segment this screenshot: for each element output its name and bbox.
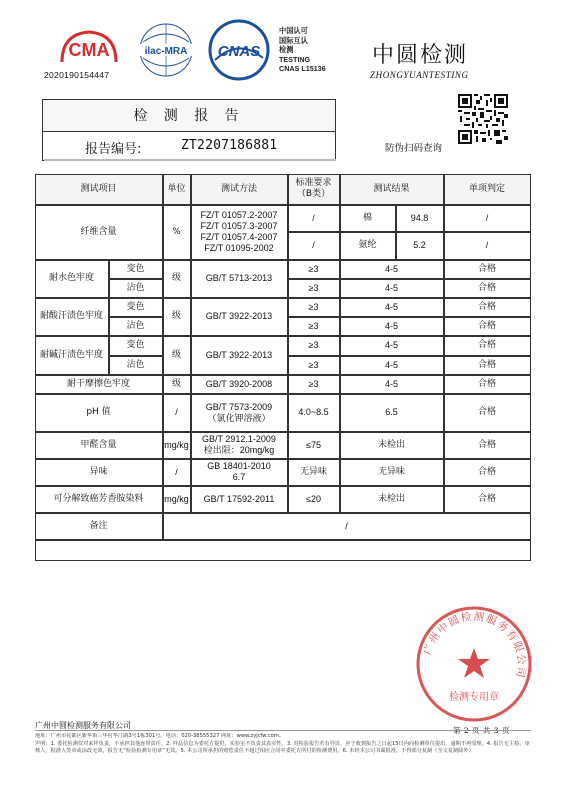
acid-result-1 <box>340 298 444 317</box>
fiber-method-text-1: FZ/T 01057.2-2007 <box>200 210 278 220</box>
water-result-1 <box>340 260 444 279</box>
ph-judgement <box>444 394 531 432</box>
dry-rubbing-result-text: 4-5 <box>384 378 398 389</box>
report-number-box <box>42 131 336 161</box>
fiber-1-value-text: 94.8 <box>410 212 429 223</box>
alkali-judgement-2 <box>444 356 531 375</box>
ph-result-text: 6.5 <box>385 407 398 417</box>
acid-judgement-1 <box>444 298 531 317</box>
dry-rubbing-label <box>35 375 163 394</box>
dry-rubbing-label-text: 耐干摩擦色牢度 <box>66 378 130 389</box>
water-result-2-text: 4-5 <box>384 282 398 293</box>
azo-dyes-unit <box>163 486 191 513</box>
svg-text:检测专用章: 检测专用章 <box>449 692 499 703</box>
odor-result-text: 无异味 <box>377 466 405 477</box>
formaldehyde-unit-text: mg/kg <box>164 439 189 450</box>
alkali-unit <box>163 336 191 375</box>
fiber-1-value <box>396 205 444 233</box>
azo-dyes-label <box>35 486 163 513</box>
cma-certificate-number: 2020190154447 <box>44 70 110 80</box>
company-name-en: ZHONGYUANTESTING <box>370 70 469 80</box>
odor-standard-text: 无异味 <box>299 466 327 477</box>
water-judgement-2-text: 合格 <box>477 282 496 293</box>
fiber-unit-text: % <box>172 226 181 237</box>
cnas-line-2: 国际互认 <box>279 35 308 45</box>
footer-notice: 声明：1. 委托检测仅对来样负责，不承担其他连带责任。2. 样品信息为委托方提供，实验室不负责其真实性。3. 对检验报告若有异议，应于收到报告之日起15日内向检测单位提出，逾期不再受理。4. 报告无主检、审核人、批准人签章或涂改无效，报告无“检验检测专用章”无效。5. 本公司所承担的赔偿责任不超过相应合同中委托方所付的检测费用。6. 未经本公司书面批准，不得部分复制（全文复制除外） <box>35 741 530 755</box>
header-unit <box>163 174 191 205</box>
acid-standard-2 <box>288 317 340 336</box>
ph-standard <box>288 394 340 432</box>
alkali-standard-1-text: ≥3 <box>308 340 319 350</box>
fiber-judgement-1-text: / <box>485 212 489 223</box>
dry-rubbing-standard <box>288 375 340 394</box>
acid-sub-2 <box>109 317 163 336</box>
water-judgement-2 <box>444 279 531 298</box>
alkali-judgement-1-text: 合格 <box>477 340 496 350</box>
fiber-standard-2 <box>288 232 340 260</box>
fiber-unit <box>163 205 191 260</box>
ph-label-text: pH 值 <box>86 407 111 417</box>
header-test-item-text: 测试项目 <box>80 183 117 194</box>
alkali-unit-text: 级 <box>171 349 181 360</box>
inspection-stamp <box>414 604 534 724</box>
formaldehyde-method-text-1: GB/T 2912.1-2009 <box>202 434 276 444</box>
svg-text:ilac-MRA: ilac-MRA <box>144 46 188 57</box>
cnas-logo <box>207 18 271 82</box>
odor-unit-text: / <box>175 466 178 477</box>
water-sub-2 <box>109 279 163 298</box>
acid-judgement-1-text: 合格 <box>477 301 496 312</box>
fiber-standard-1-text: / <box>312 212 315 223</box>
formaldehyde-result-text: 未检出 <box>377 439 405 450</box>
acid-result-2 <box>340 317 444 336</box>
dry-rubbing-result <box>340 375 444 394</box>
azo-dyes-label-text: 可分解致癌芳香胺染料 <box>53 493 144 504</box>
odor-judgement <box>444 459 531 486</box>
dry-rubbing-standard-text: ≥3 <box>308 378 319 389</box>
formaldehyde-standard <box>288 432 340 459</box>
odor-label <box>35 459 163 486</box>
footer-divider <box>35 730 531 731</box>
fiber-method-text-2: FZ/T 01057.3-2007 <box>200 221 278 231</box>
odor-label-text: 异味 <box>89 466 108 477</box>
ph-unit-text: / <box>175 407 178 417</box>
header-result-text: 测试结果 <box>373 183 410 194</box>
water-result-1-text: 4-5 <box>384 263 398 274</box>
cma-logo <box>58 28 120 66</box>
acid-perspiration-label <box>35 298 109 336</box>
remarks-value <box>163 513 531 540</box>
acid-result-1-text: 4-5 <box>384 301 398 312</box>
ph-unit <box>163 394 191 432</box>
fiber-judgement-2 <box>444 232 531 260</box>
acid-judgement-2 <box>444 317 531 336</box>
azo-dyes-method-text: GB/T 17592-2011 <box>203 493 275 504</box>
azo-dyes-judgement-text: 合格 <box>477 493 496 504</box>
header-method <box>191 174 288 205</box>
acid-unit <box>163 298 191 336</box>
alkali-perspiration-label-text: 耐碱汗渍色牢度 <box>39 349 103 360</box>
ph-method <box>191 394 288 432</box>
acid-sub-1 <box>109 298 163 317</box>
title-shadow <box>44 159 336 161</box>
odor-method-text-1: GB 18401-2010 <box>207 461 271 471</box>
fiber-method <box>191 205 288 260</box>
fiber-method-text-3: FZ/T 01057.4-2007 <box>200 232 278 242</box>
water-standard-1 <box>288 260 340 279</box>
company-name-cn: 中圆检测 <box>372 43 469 68</box>
odor-unit <box>163 459 191 486</box>
water-judgement-1 <box>444 260 531 279</box>
odor-standard <box>288 459 340 486</box>
ph-standard-text: 4.0~8.5 <box>298 407 329 417</box>
header-result <box>340 174 444 205</box>
odor-judgement-text: 合格 <box>477 466 496 477</box>
acid-sub-1-text: 变色 <box>126 301 145 312</box>
azo-dyes-unit-text: mg/kg <box>164 493 189 504</box>
ph-result <box>340 394 444 432</box>
water-standard-2 <box>288 279 340 298</box>
dry-rubbing-method <box>191 375 288 394</box>
fiber-2-value-text: 5.2 <box>413 240 426 251</box>
table-blank-row <box>35 540 531 561</box>
acid-sub-2-text: 沾色 <box>126 320 145 331</box>
alkali-result-2-text: 4-5 <box>384 359 398 370</box>
water-fastness-label-text: 耐水色牢度 <box>48 273 94 283</box>
header-judgement-text: 单项判定 <box>468 183 505 194</box>
alkali-standard-2-text: ≥3 <box>308 359 319 370</box>
acid-perspiration-label-text: 耐酸汗渍色牢度 <box>39 311 103 321</box>
fiber-2-value <box>396 232 444 260</box>
alkali-result-1 <box>340 336 444 356</box>
ph-method-text-1: GB/T 7573-2009 <box>205 401 273 412</box>
remarks-label <box>35 513 163 540</box>
test-results-grid <box>35 174 531 561</box>
azo-dyes-standard <box>288 486 340 513</box>
alkali-standard-2 <box>288 356 340 375</box>
cnas-line-3: 检测 <box>279 45 294 54</box>
formaldehyde-result <box>340 432 444 459</box>
dry-rubbing-judgement <box>444 375 531 394</box>
footer-company: 广州中圆检测服务有限公司 <box>35 721 131 730</box>
header-method-text: 测试方法 <box>220 183 257 194</box>
dry-rubbing-judgement-text: 合格 <box>477 378 496 389</box>
fiber-1-name <box>340 205 396 233</box>
fiber-2-name <box>340 232 396 260</box>
dry-rubbing-unit-text: 级 <box>171 378 181 389</box>
formaldehyde-label-text: 甲醛含量 <box>80 439 117 450</box>
footer-address: 地址：广州市花都区新华街三华村华江路3号1栋301号。电话：020-38555327 网址：www.zyjcfw.com。 <box>35 733 284 739</box>
anti-counterfeit-scan-label: 防伪扫码查询 <box>385 143 443 154</box>
header-unit-text: 单位 <box>167 183 186 194</box>
report-number-label: 报告编号: <box>85 142 142 157</box>
water-method <box>191 260 288 298</box>
alkali-result-2 <box>340 356 444 375</box>
azo-dyes-result-text: 未检出 <box>377 493 405 504</box>
alkali-sub-2-text: 沾色 <box>126 359 145 370</box>
water-judgement-1-text: 合格 <box>477 263 496 274</box>
alkali-method <box>191 336 288 375</box>
header-standard <box>288 174 340 205</box>
alkali-standard-1 <box>288 336 340 356</box>
header-test-item <box>35 174 163 205</box>
acid-standard-1 <box>288 298 340 317</box>
remarks-label-text: 备注 <box>89 520 108 531</box>
acid-method-text: GB/T 3922-2013 <box>205 311 273 321</box>
water-sub-2-text: 沾色 <box>126 282 145 293</box>
fiber-standard-1 <box>288 205 340 233</box>
water-method-text: GB/T 5713-2013 <box>205 273 273 283</box>
qr-code-icon[interactable] <box>458 94 508 144</box>
water-standard-1-text: ≥3 <box>308 263 319 274</box>
acid-method <box>191 298 288 336</box>
fiber-content-label <box>35 205 163 260</box>
acid-unit-text: 级 <box>171 311 181 321</box>
water-fastness-label <box>35 260 109 298</box>
water-standard-2-text: ≥3 <box>308 282 319 293</box>
formaldehyde-method-text-2: 检出限：20mg/kg <box>203 445 275 455</box>
acid-result-2-text: 4-5 <box>384 320 398 331</box>
report-title-box <box>42 99 336 132</box>
fiber-2-name-text: 氨纶 <box>358 240 377 251</box>
ph-judgement-text: 合格 <box>477 407 496 417</box>
report-number: ZT2207186881 <box>181 138 278 153</box>
header-judgement <box>444 174 531 205</box>
cnas-line-5: CNAS L15136 <box>279 64 326 73</box>
acid-judgement-2-text: 合格 <box>477 320 496 331</box>
formaldehyde-method <box>191 432 288 459</box>
water-sub-1 <box>109 260 163 279</box>
water-unit-text: 级 <box>171 273 181 283</box>
azo-dyes-judgement <box>444 486 531 513</box>
header-standard-text-1: 标准要求 <box>295 178 332 188</box>
azo-dyes-result <box>340 486 444 513</box>
ilac-mra-logo <box>133 20 199 80</box>
alkali-sub-1 <box>109 336 163 356</box>
water-sub-1-text: 变色 <box>126 263 145 274</box>
cnas-line-4: TESTING <box>279 54 311 64</box>
ph-label <box>35 394 163 432</box>
alkali-sub-2 <box>109 356 163 375</box>
alkali-judgement-2-text: 合格 <box>477 359 496 370</box>
dry-rubbing-method-text: GB/T 3920-2008 <box>205 378 273 389</box>
acid-standard-2-text: ≥3 <box>308 320 319 331</box>
svg-text:CMA: CMA <box>68 40 110 60</box>
acid-standard-1-text: ≥3 <box>308 301 319 312</box>
fiber-standard-2-text: / <box>312 240 315 251</box>
odor-method-text-2: 6.7 <box>232 472 246 482</box>
azo-dyes-standard-text: ≤20 <box>306 493 321 504</box>
svg-text:广州中圆检测服务有限公司: 广州中圆检测服务有限公司 <box>421 610 528 680</box>
formaldehyde-judgement-text: 合格 <box>477 439 496 450</box>
alkali-result-1-text: 4-5 <box>384 340 398 350</box>
water-result-2 <box>340 279 444 298</box>
remarks-value-text: / <box>345 520 348 531</box>
alkali-judgement-1 <box>444 336 531 356</box>
fiber-method-text-4: FZ/T 01095-2002 <box>204 243 274 253</box>
report-title: 检 测 报 告 <box>133 108 245 124</box>
alkali-perspiration-label <box>35 336 109 375</box>
formaldehyde-standard-text: ≤75 <box>306 439 321 450</box>
water-unit <box>163 260 191 298</box>
formaldehyde-unit <box>163 432 191 459</box>
azo-dyes-method <box>191 486 288 513</box>
fiber-judgement-1 <box>444 205 531 233</box>
alkali-sub-1-text: 变色 <box>126 340 145 350</box>
svg-text:CNAS: CNAS <box>217 43 261 60</box>
ph-method-text-2: （氯化钾溶液） <box>207 412 271 423</box>
fiber-judgement-2-text: / <box>485 240 489 251</box>
odor-result <box>340 459 444 486</box>
formaldehyde-judgement <box>444 432 531 459</box>
cnas-accreditation-text <box>279 26 326 74</box>
dry-rubbing-unit <box>163 375 191 394</box>
formaldehyde-label <box>35 432 163 459</box>
fiber-1-name-text: 棉 <box>362 212 372 223</box>
header-standard-text-2: （B类） <box>296 189 331 199</box>
fiber-content-label-text: 纤维含量 <box>80 226 117 237</box>
alkali-method-text: GB/T 3922-2013 <box>205 349 273 360</box>
cnas-line-1: 中国认可 <box>279 26 308 35</box>
odor-method <box>191 459 288 486</box>
